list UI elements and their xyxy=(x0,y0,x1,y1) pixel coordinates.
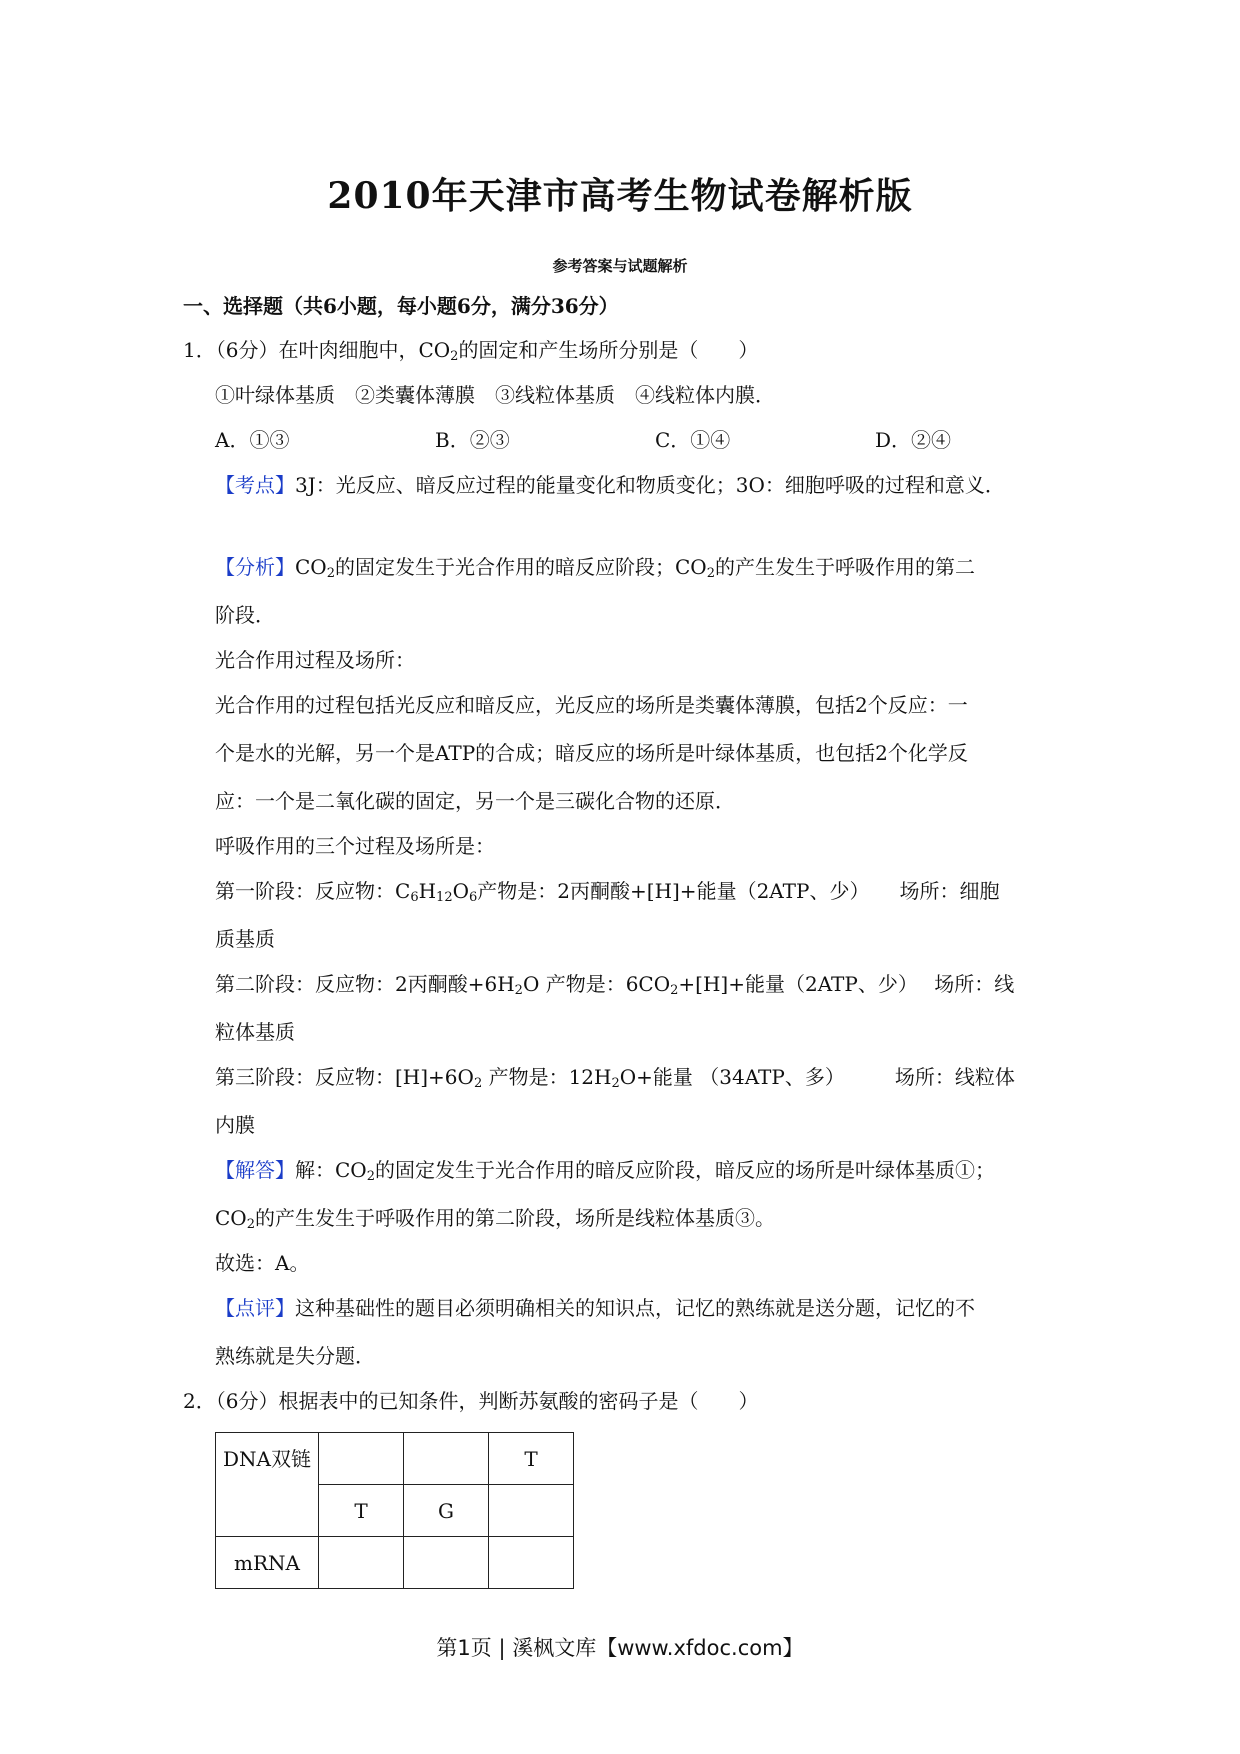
jieda-tag: 【解答】 xyxy=(215,1158,295,1182)
table-cell xyxy=(319,1433,404,1485)
stage-3: 第三阶段：反应物：$[H]+6O_2$ 产物是：$12H_2O+$能量 （34ATP、多） 场所：线粒体 xyxy=(215,1065,1015,1091)
dianping-line: 【点评】这种基础性的题目必须明确相关的知识点，记忆的熟练就是送分题，记忆的不 xyxy=(215,1296,975,1320)
dianping-line-2: 熟练就是失分题． xyxy=(215,1344,375,1368)
jieda-line-2: $CO_2$的产生发生于呼吸作用的第二阶段，场所是线粒体基质③。 xyxy=(215,1206,775,1232)
stage-1-cont: 质基质 xyxy=(215,927,275,951)
section-heading: 一、选择题（共6小题，每小题6分，满分36分） xyxy=(183,294,619,318)
fenxi-line-2: 阶段． xyxy=(215,603,275,627)
page-subtitle: 参考答案与试题解析 xyxy=(552,257,688,275)
option-b: B．②③ xyxy=(435,428,510,452)
table-cell xyxy=(489,1485,574,1537)
jieda-line: 【解答】解：$CO_2$的固定发生于光合作用的暗反应阶段，暗反应的场所是叶绿体基质①； xyxy=(215,1158,995,1184)
q1-options xyxy=(215,428,1095,452)
guang-line-2: 个是水的光解，另一个是ATP的合成；暗反应的场所是叶绿体基质，也包括2个化学反 xyxy=(215,741,968,765)
stage-2-cont: 粒体基质 xyxy=(215,1020,295,1044)
table-cell xyxy=(319,1537,404,1589)
page-footer: 第1页 | 溪枫文库【www.xfdoc.com】 xyxy=(436,1636,804,1660)
answer-line: 故选：A。 xyxy=(215,1251,310,1275)
option-c: C．①④ xyxy=(655,428,731,452)
table-row xyxy=(216,1433,574,1485)
kaodian-tag: 【考点】 xyxy=(215,473,295,497)
guang-title: 光合作用过程及场所： xyxy=(215,648,415,672)
guang-line-3: 应：一个是二氧化碳的固定，另一个是三碳化合物的还原． xyxy=(215,789,735,813)
table-row xyxy=(216,1537,574,1589)
table-cell: G xyxy=(404,1485,489,1537)
table-cell: T xyxy=(319,1485,404,1537)
row-label-dna: DNA双链 xyxy=(216,1433,319,1537)
guang-line-1: 光合作用的过程包括光反应和暗反应，光反应的场所是类囊体薄膜，包括2个反应：一 xyxy=(215,693,968,717)
fenxi-tag: 【分析】 xyxy=(215,555,295,579)
q2-stem: 2．（6分）根据表中的已知条件，判断苏氨酸的密码子是（ ） xyxy=(183,1389,759,1413)
codon-table xyxy=(215,1432,574,1589)
stage-1: 第一阶段：反应物：$C_6H_{12}O_6$产物是：2丙酮酸+[H]+能量（2ATP、少） 场所：细胞 xyxy=(215,879,1000,905)
kaodian-line: 【考点】3J：光反应、暗反应过程的能量变化和物质变化；3O：细胞呼吸的过程和意义． xyxy=(215,473,1005,497)
table-cell: T xyxy=(489,1433,574,1485)
fenxi-line: 【分析】$CO_2$的固定发生于光合作用的暗反应阶段；$CO_2$的产生发生于呼吸作用的第二 xyxy=(215,555,975,581)
page-title: 2010年天津市高考生物试卷解析版 xyxy=(327,175,913,217)
q1-stem: 1．（6分）在叶肉细胞中，$CO_2$的固定和产生场所分别是（ ） xyxy=(183,338,759,364)
option-a: A．①③ xyxy=(215,428,290,452)
option-d: D．②④ xyxy=(875,428,952,452)
table-cell xyxy=(404,1433,489,1485)
table-cell xyxy=(489,1537,574,1589)
huxi-title: 呼吸作用的三个过程及场所是： xyxy=(215,834,495,858)
row-label-mrna: mRNA xyxy=(216,1537,319,1589)
stage-2: 第二阶段：反应物：2丙酮酸$+6H_2O$ 产物是：$6CO_2+[H]+$能量（2ATP、少） 场所：线 xyxy=(215,972,1015,998)
q1-items: ①叶绿体基质 ②类囊体薄膜 ③线粒体基质 ④线粒体内膜． xyxy=(215,383,775,407)
table-cell xyxy=(404,1537,489,1589)
dianping-tag: 【点评】 xyxy=(215,1296,295,1320)
stage-3-cont: 内膜 xyxy=(215,1113,255,1137)
